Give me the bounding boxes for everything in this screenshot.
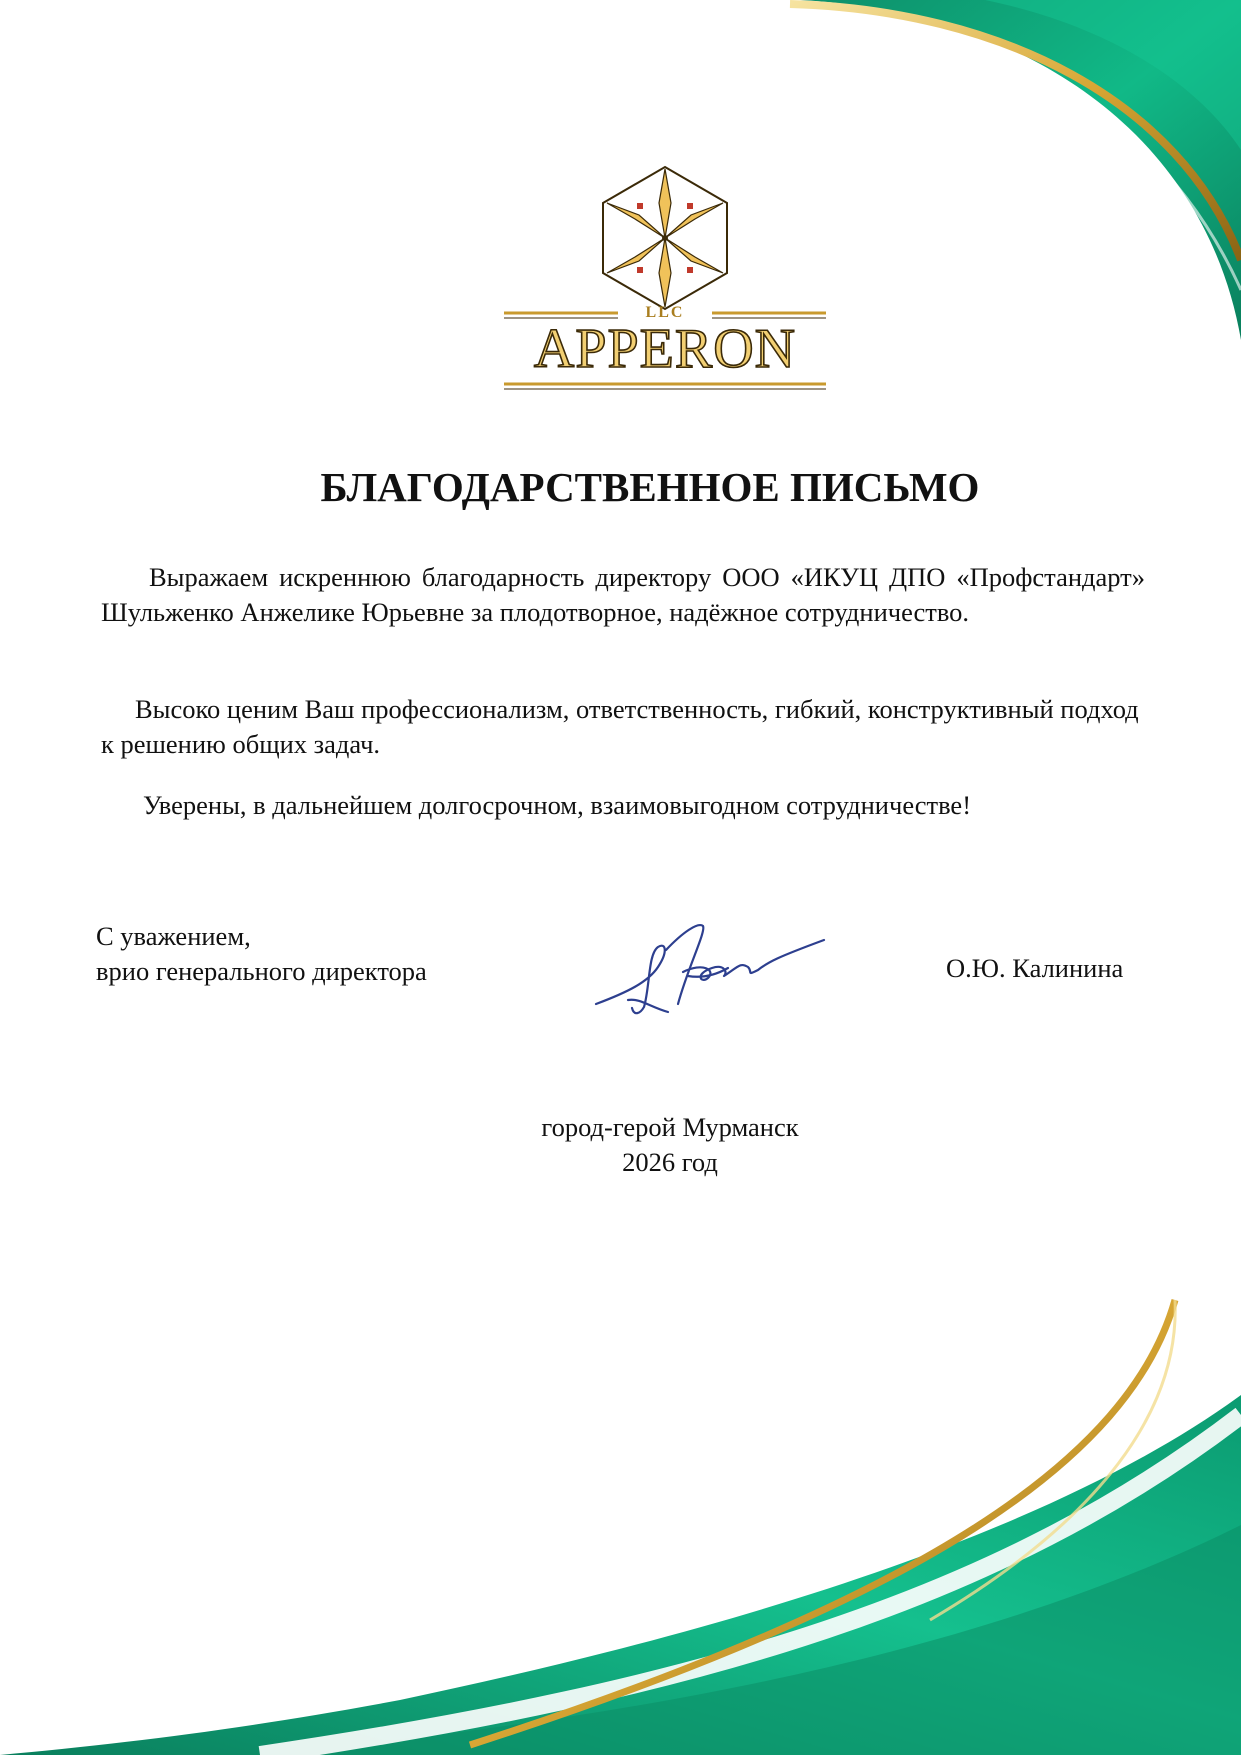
handwritten-signature: [588, 912, 848, 1022]
company-logo: [500, 163, 830, 393]
letter-title: БЛАГОДАРСТВЕННОЕ ПИСЬМО: [320, 464, 980, 510]
logo-llc-text: LLC: [645, 304, 685, 321]
top-right-wave: [790, 0, 1241, 340]
logo-wordmark: APPERON: [533, 318, 797, 380]
letter-paragraph-3: Уверены, в дальнейшем долгосрочном, взаимовыгодном сотрудничестве!: [143, 790, 972, 820]
signature-block-left: [96, 919, 427, 988]
letter-paragraph-1: Выражаем искреннюю благодарность директору ООО «ИКУЦ ДПО «Профстандарт» Шульженко Анжелике Юрьевне за плодотворное, надёжное сотрудничество.: [101, 562, 1145, 627]
place-and-date: [470, 1110, 870, 1179]
signer-position: врио генерального директора: [96, 955, 427, 986]
year-text: 2026 год: [622, 1146, 718, 1177]
bottom-right-wave: [0, 1300, 1241, 1755]
letter-paragraph-2: Высоко ценим Ваш профессионализм, ответственность, гибкий, конструктивный подход к решению общих задач.: [101, 694, 1139, 759]
closing-text: С уважением,: [96, 921, 251, 951]
signer-name: О.Ю. Калинина: [946, 953, 1124, 983]
city-text: город-герой Мурманск: [541, 1112, 799, 1142]
